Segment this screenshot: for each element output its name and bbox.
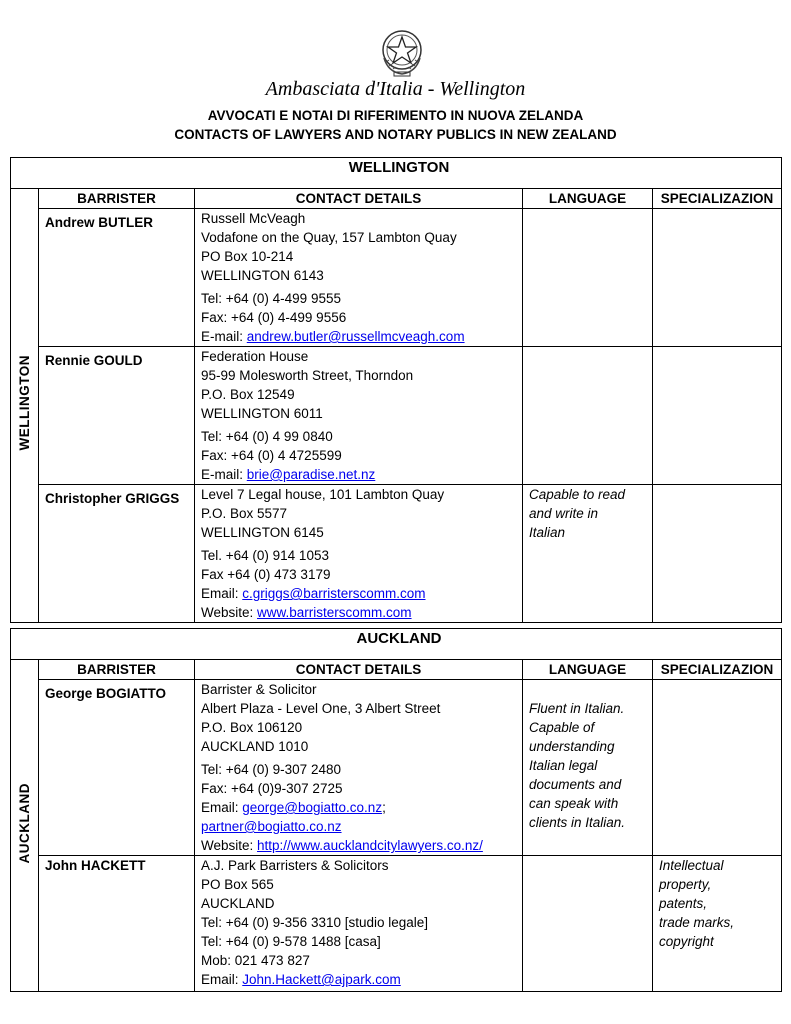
subtitle-english: CONTACTS OF LAWYERS AND NOTARY PUBLICS IN NEW ZEALAND	[174, 127, 617, 142]
table-row	[11, 680, 782, 856]
language-cell	[523, 347, 653, 485]
contact-details: Level 7 Legal house, 101 Lambton Quay P.O. Box 5577 WELLINGTON 6145 Tel. +64 (0) 914 1053 Fax +64 (0) 473 3179 Email: c.griggs@barristerscomm.com Website: www.barristerscomm.com	[195, 485, 523, 623]
col-header-specialization: SPECIALIZAZION	[653, 189, 782, 209]
website-link[interactable]: www.barristerscomm.com	[257, 605, 412, 620]
language-cell	[523, 856, 653, 992]
email-link[interactable]: c.griggs@barristerscomm.com	[242, 586, 426, 601]
email-link[interactable]: John.Hackett@ajpark.com	[242, 972, 401, 987]
barrister-name: Rennie GOULD	[39, 347, 195, 485]
auckland-table	[10, 628, 782, 992]
language-cell	[523, 209, 653, 347]
auckland-heading: AUCKLAND	[11, 629, 782, 660]
col-header-specialization: SPECIALIZAZION	[653, 660, 782, 680]
language-cell: Capable to read and write in Italian	[523, 485, 653, 623]
email-link[interactable]: george@bogiatto.co.nz	[242, 800, 383, 815]
wellington-side-label: WELLINGTON	[11, 189, 39, 623]
language-cell: Fluent in Italian. Capable of understanding Italian legal documents and can speak with clients in Italian.	[523, 680, 653, 856]
subtitle-italian: AVVOCATI E NOTAI DI RIFERIMENTO IN NUOVA ZELANDA	[207, 108, 584, 123]
table-row	[11, 347, 782, 485]
barrister-name: Christopher GRIGGS	[39, 485, 195, 623]
email-link[interactable]: brie@paradise.net.nz	[246, 467, 376, 482]
col-header-contact: CONTACT DETAILS	[195, 189, 523, 209]
barrister-name: John HACKETT	[39, 856, 195, 992]
specialization-cell	[653, 347, 782, 485]
col-header-barrister: BARRISTER	[39, 660, 195, 680]
col-header-barrister: BARRISTER	[39, 189, 195, 209]
contact-details: Federation House 95-99 Molesworth Street, Thorndon P.O. Box 12549 WELLINGTON 6011 Tel: +64 (0) 4 99 0840 Fax: +64 (0) 4 4725599 E-mail: brie@paradise.net.nz	[195, 347, 523, 485]
contact-details: Barrister & Solicitor Albert Plaza - Level One, 3 Albert Street P.O. Box 106120 AUCKLAND 1010 Tel: +64 (0) 9-307 2480 Fax: +64 (0)9-307 2725 Email: george@bogiatto.co.nz; partner@bogiatto.co.nz Website: http://www.aucklandcitylawyers.co.nz/	[195, 680, 523, 856]
wellington-table	[10, 157, 782, 623]
table-row	[11, 485, 782, 623]
contact-details: Russell McVeagh Vodafone on the Quay, 157 Lambton Quay PO Box 10-214 WELLINGTON 6143 Tel: +64 (0) 4-499 9555 Fax: +64 (0) 4-499 9556 E-mail: andrew.butler@russellmcveagh.com	[195, 209, 523, 347]
barrister-name: Andrew BUTLER	[39, 209, 195, 347]
specialization-cell	[653, 680, 782, 856]
website-link[interactable]: http://www.aucklandcitylawyers.co.nz/	[257, 838, 483, 853]
specialization-cell	[653, 209, 782, 347]
barrister-name: George BOGIATTO	[39, 680, 195, 856]
specialization-cell: Intellectual property, patents, trade marks, copyright	[653, 856, 782, 992]
email-link-2[interactable]: partner@bogiatto.co.nz	[201, 819, 342, 834]
email-link[interactable]: andrew.butler@russellmcveagh.com	[246, 329, 465, 344]
col-header-language: LANGUAGE	[523, 660, 653, 680]
table-row	[11, 856, 782, 992]
italian-republic-emblem-icon	[378, 28, 426, 78]
specialization-cell	[653, 485, 782, 623]
auckland-side-label: AUCKLAND	[11, 660, 39, 992]
page-title: Ambasciata d'Italia - Wellington	[265, 78, 526, 100]
col-header-contact: CONTACT DETAILS	[195, 660, 523, 680]
contact-details: A.J. Park Barristers & Solicitors PO Box 565 AUCKLAND Tel: +64 (0) 9-356 3310 [studio legale] Tel: +64 (0) 9-578 1488 [casa] Mob: 021 473 827 Email: John.Hackett@ajpark.com	[195, 856, 523, 992]
table-row	[11, 209, 782, 347]
col-header-language: LANGUAGE	[523, 189, 653, 209]
wellington-heading: WELLINGTON	[11, 158, 782, 189]
